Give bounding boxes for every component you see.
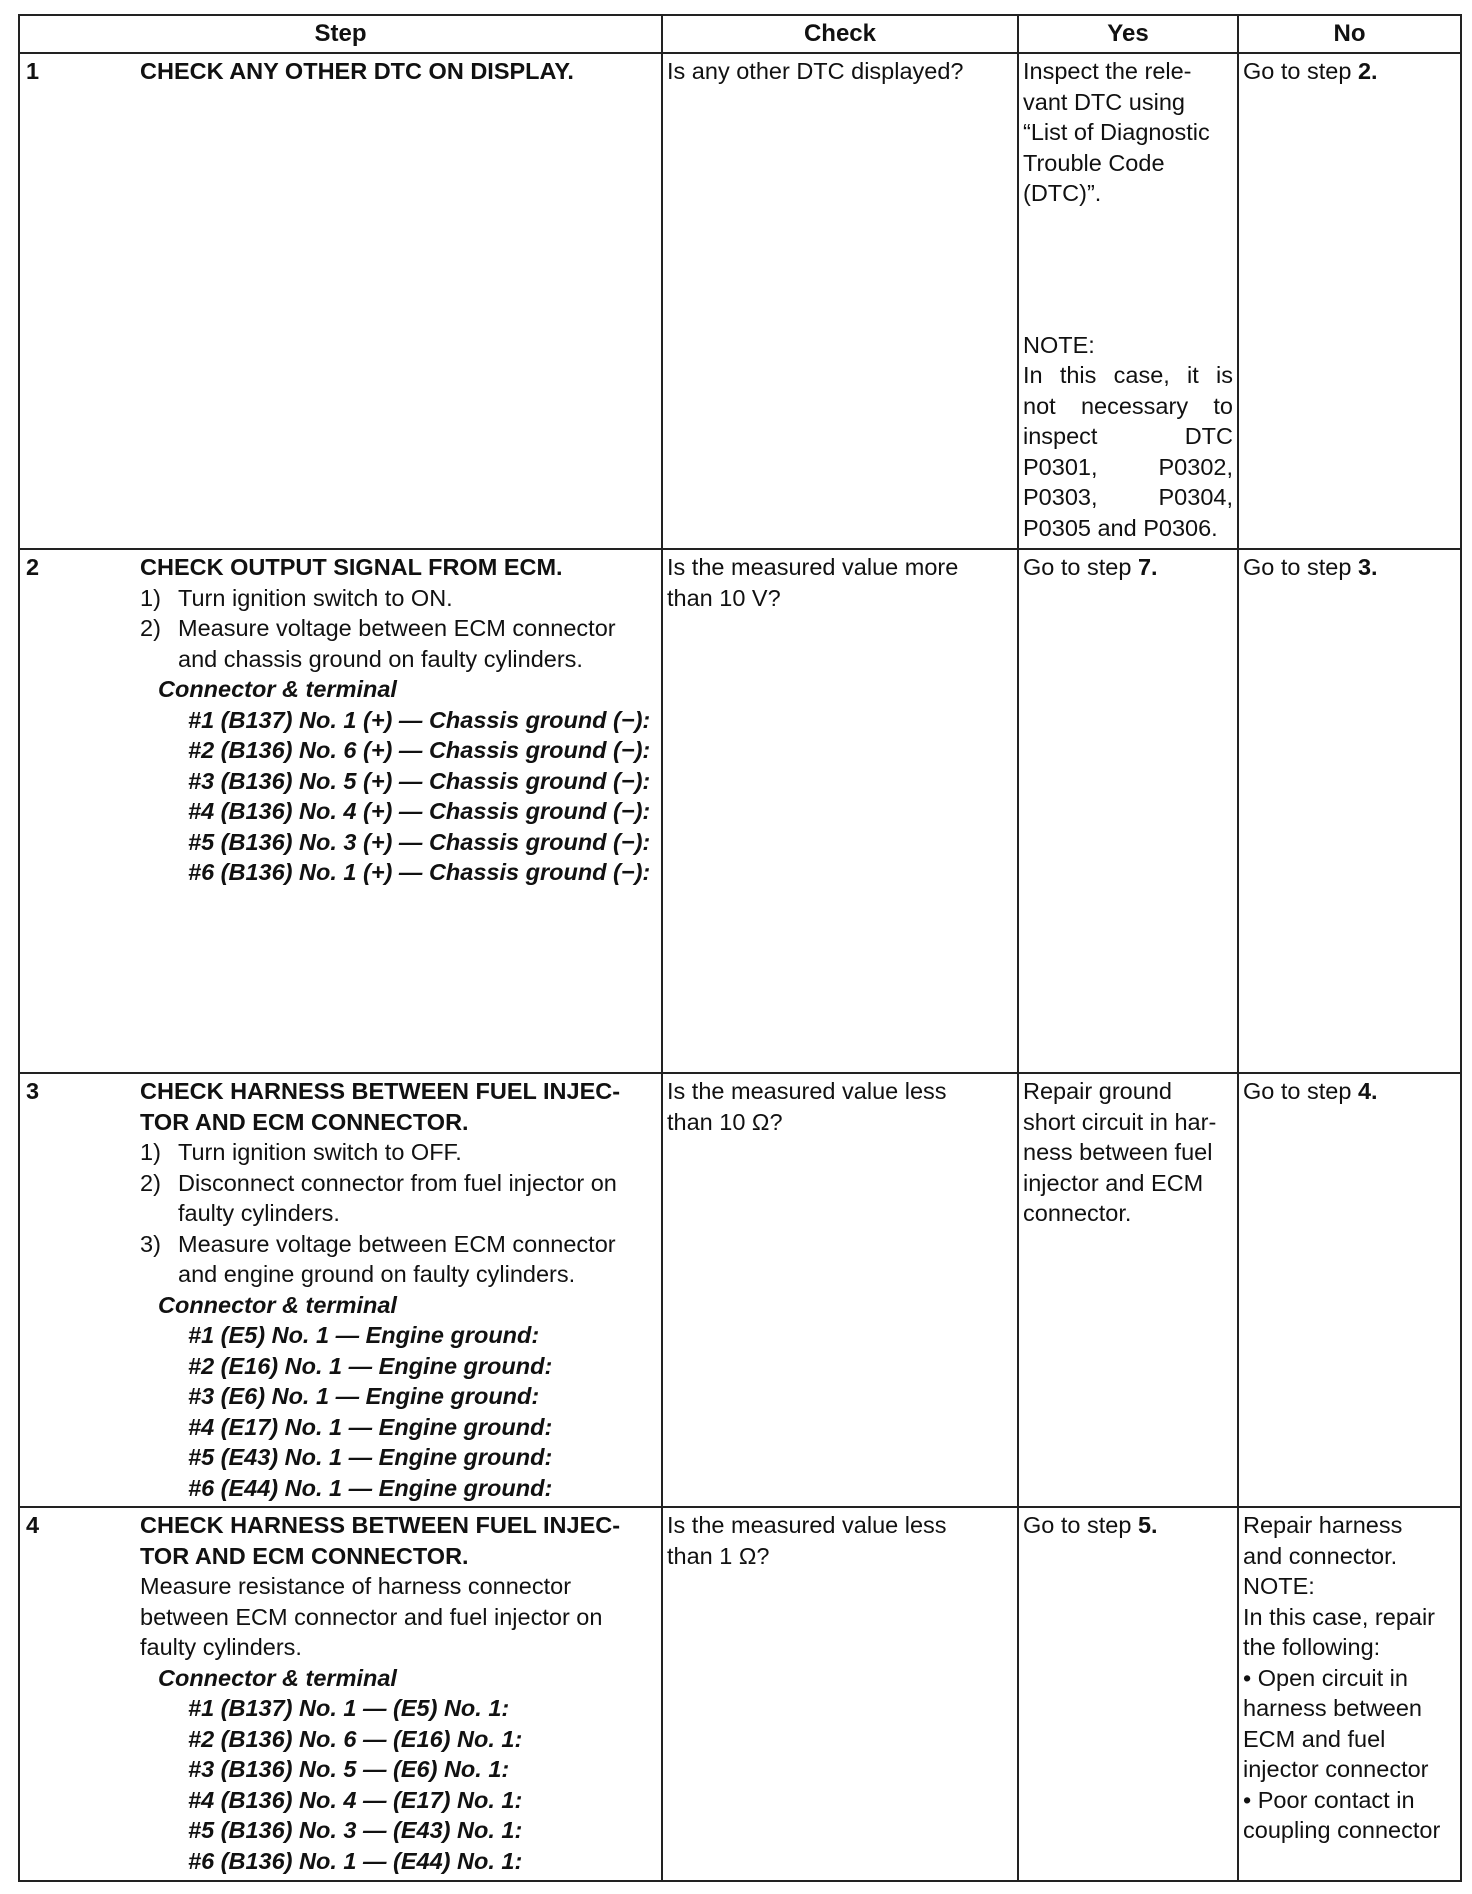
note-line: the following:: [1243, 1634, 1381, 1660]
yes-line: injector and ECM: [1023, 1169, 1204, 1196]
yes-line: vant DTC using: [1023, 88, 1185, 115]
step-cell: [19, 53, 662, 549]
no-line: and connector.: [1243, 1542, 1398, 1569]
yes-cell: [1018, 549, 1238, 1073]
terminal-item: #2 (B136) No. 6 (+) — Chassis ground (−):: [188, 737, 651, 763]
step-cell: [19, 1073, 662, 1507]
substep-text: Measure voltage between ECM connector and engine ground on faulty cylinders.: [178, 1230, 616, 1287]
check-cell: [662, 549, 1018, 1073]
terminal-item: #3 (B136) No. 5 — (E6) No. 1:: [188, 1756, 510, 1782]
header-yes: Yes: [1018, 15, 1238, 53]
terminal-item: #1 (E5) No. 1 — Engine ground:: [188, 1322, 540, 1348]
check-line: Is the measured value less: [667, 1078, 947, 1104]
note-line: In this case, repair: [1243, 1603, 1436, 1630]
substep-text: Measure voltage between ECM connector and chassis ground on faulty cylinders.: [178, 615, 616, 672]
substep-num: 1): [140, 1139, 161, 1165]
terminal-item: #1 (B137) No. 1 — (E5) No. 1:: [188, 1695, 510, 1721]
note-line: P0303, P0304,: [1023, 484, 1233, 510]
step-title-line: TOR AND ECM CONNECTOR.: [140, 1542, 469, 1569]
step-title-line: TOR AND ECM CONNECTOR.: [140, 1108, 469, 1135]
no-text: Go to step: [1243, 1078, 1358, 1104]
terminal-item: #5 (B136) No. 3 (+) — Chassis ground (−):: [188, 828, 651, 855]
note-bullet: • Poor contact in: [1243, 1786, 1415, 1813]
note-line: not necessary to: [1023, 392, 1233, 419]
terminal-item: #4 (E17) No. 1 — Engine ground:: [188, 1413, 553, 1440]
yes-step-ref: 5.: [1137, 1512, 1158, 1538]
step-number: 1: [26, 58, 40, 84]
terminal-item: #1 (B137) No. 1 (+) — Chassis ground (−):: [188, 706, 651, 733]
check-cell: [662, 1073, 1018, 1507]
yes-line: ness between fuel: [1023, 1139, 1213, 1165]
table-row: [19, 1507, 1461, 1881]
step-number: 2: [26, 554, 40, 580]
substep-num: 3): [140, 1230, 161, 1257]
note-line: P0301, P0302,: [1023, 453, 1233, 480]
terminal-item: #5 (E43) No. 1 — Engine ground:: [188, 1444, 553, 1470]
substep-num: 1): [140, 584, 161, 611]
connector-label: Connector & terminal: [158, 1291, 397, 1318]
substep-text: Turn ignition switch to ON.: [178, 584, 453, 611]
terminal-item: #2 (B136) No. 6 — (E16) No. 1:: [188, 1725, 523, 1752]
no-step-ref: 2.: [1357, 58, 1378, 84]
yes-cell: [1018, 1507, 1238, 1881]
note-line: injector connector: [1243, 1756, 1429, 1782]
yes-line: Trouble Code: [1023, 149, 1165, 176]
yes-line: Repair ground: [1023, 1078, 1172, 1104]
no-line: Repair harness: [1243, 1512, 1403, 1538]
substep-text: Turn ignition switch to OFF.: [178, 1139, 462, 1165]
no-cell: [1238, 1507, 1461, 1881]
yes-cell: [1018, 1073, 1238, 1507]
note-line: P0305 and P0306.: [1023, 514, 1218, 541]
check-cell: [662, 1507, 1018, 1881]
substep: [140, 583, 653, 614]
step-title: CHECK ANY OTHER DTC ON DISPLAY.: [140, 58, 574, 84]
header-step: Step: [19, 15, 662, 53]
terminal-item: #3 (B136) No. 5 (+) — Chassis ground (−):: [188, 767, 651, 794]
substep-num: 2): [140, 615, 161, 641]
terminal-item: #4 (B136) No. 4 — (E17) No. 1:: [188, 1786, 523, 1813]
check-cell: [662, 53, 1018, 549]
yes-text: Go to step: [1023, 1512, 1138, 1538]
substep-text: Disconnect connector from fuel injector on faulty cylinders.: [178, 1169, 617, 1226]
terminal-item: #6 (B136) No. 1 — (E44) No. 1:: [188, 1847, 523, 1874]
terminal-item: #3 (E6) No. 1 — Engine ground:: [188, 1383, 540, 1409]
substep: [140, 1137, 653, 1168]
no-text: Go to step: [1243, 58, 1358, 84]
note-line: ECM and fuel: [1243, 1725, 1386, 1752]
yes-line: (DTC)”.: [1023, 180, 1102, 206]
check-line: Is the measured value more: [667, 554, 959, 580]
terminal-item: #5 (B136) No. 3 — (E43) No. 1:: [188, 1817, 523, 1843]
note-line: inspect DTC: [1023, 423, 1233, 449]
header-row: [19, 15, 1461, 53]
step-number: 3: [26, 1078, 40, 1104]
note-line: harness between: [1243, 1695, 1422, 1721]
no-cell: [1238, 1073, 1461, 1507]
no-step-ref: 3.: [1357, 554, 1378, 580]
no-cell: [1238, 53, 1461, 549]
yes-text: Go to step: [1023, 554, 1138, 580]
step-paragraph: Measure resistance of harness connector between ECM connector and fuel injector on faulty cylinders.: [140, 1573, 603, 1660]
table-row: [19, 549, 1461, 1073]
note-line: In this case, it is: [1023, 362, 1233, 388]
yes-cell: [1018, 53, 1238, 549]
step-title-line: CHECK HARNESS BETWEEN FUEL INJEC-: [140, 1512, 621, 1538]
step-title-line: CHECK HARNESS BETWEEN FUEL INJEC-: [140, 1078, 621, 1104]
connector-label: Connector & terminal: [158, 676, 397, 702]
yes-line: Inspect the rele-: [1023, 58, 1192, 84]
substep: [140, 1229, 653, 1290]
no-step-ref: 4.: [1357, 1078, 1378, 1104]
check-text: Is any other DTC displayed?: [667, 58, 964, 84]
note-line: coupling connector: [1243, 1817, 1441, 1843]
check-line: than 10 Ω?: [667, 1108, 783, 1135]
step-number: 4: [26, 1512, 40, 1538]
yes-line: connector.: [1023, 1200, 1132, 1226]
step-cell: [19, 549, 662, 1073]
terminal-item: #6 (E44) No. 1 — Engine ground:: [188, 1474, 553, 1501]
check-line: than 1 Ω?: [667, 1542, 770, 1569]
yes-line: short circuit in har-: [1023, 1108, 1217, 1135]
table-row: [19, 1073, 1461, 1507]
check-line: Is the measured value less: [667, 1512, 947, 1538]
substep: [140, 1168, 653, 1229]
header-check: Check: [662, 15, 1018, 53]
terminal-item: #2 (E16) No. 1 — Engine ground:: [188, 1352, 553, 1379]
step-cell: [19, 1507, 662, 1881]
substep-num: 2): [140, 1169, 161, 1196]
diagnostic-table: [18, 14, 1462, 1882]
no-text: Go to step: [1243, 554, 1358, 580]
note-label: NOTE:: [1023, 331, 1095, 358]
yes-step-ref: 7.: [1137, 554, 1158, 580]
table-row: [19, 53, 1461, 549]
step-title: CHECK OUTPUT SIGNAL FROM ECM.: [140, 554, 563, 580]
terminal-item: #4 (B136) No. 4 (+) — Chassis ground (−):: [188, 798, 651, 824]
connector-label: Connector & terminal: [158, 1664, 397, 1691]
terminal-item: #6 (B136) No. 1 (+) — Chassis ground (−):: [188, 859, 651, 885]
note-bullet: • Open circuit in: [1243, 1664, 1408, 1691]
note-label: NOTE:: [1243, 1573, 1315, 1599]
check-line: than 10 V?: [667, 584, 781, 611]
yes-line: “List of Diagnostic: [1023, 119, 1210, 145]
header-no: No: [1238, 15, 1461, 53]
substep: [140, 613, 653, 674]
no-cell: [1238, 549, 1461, 1073]
